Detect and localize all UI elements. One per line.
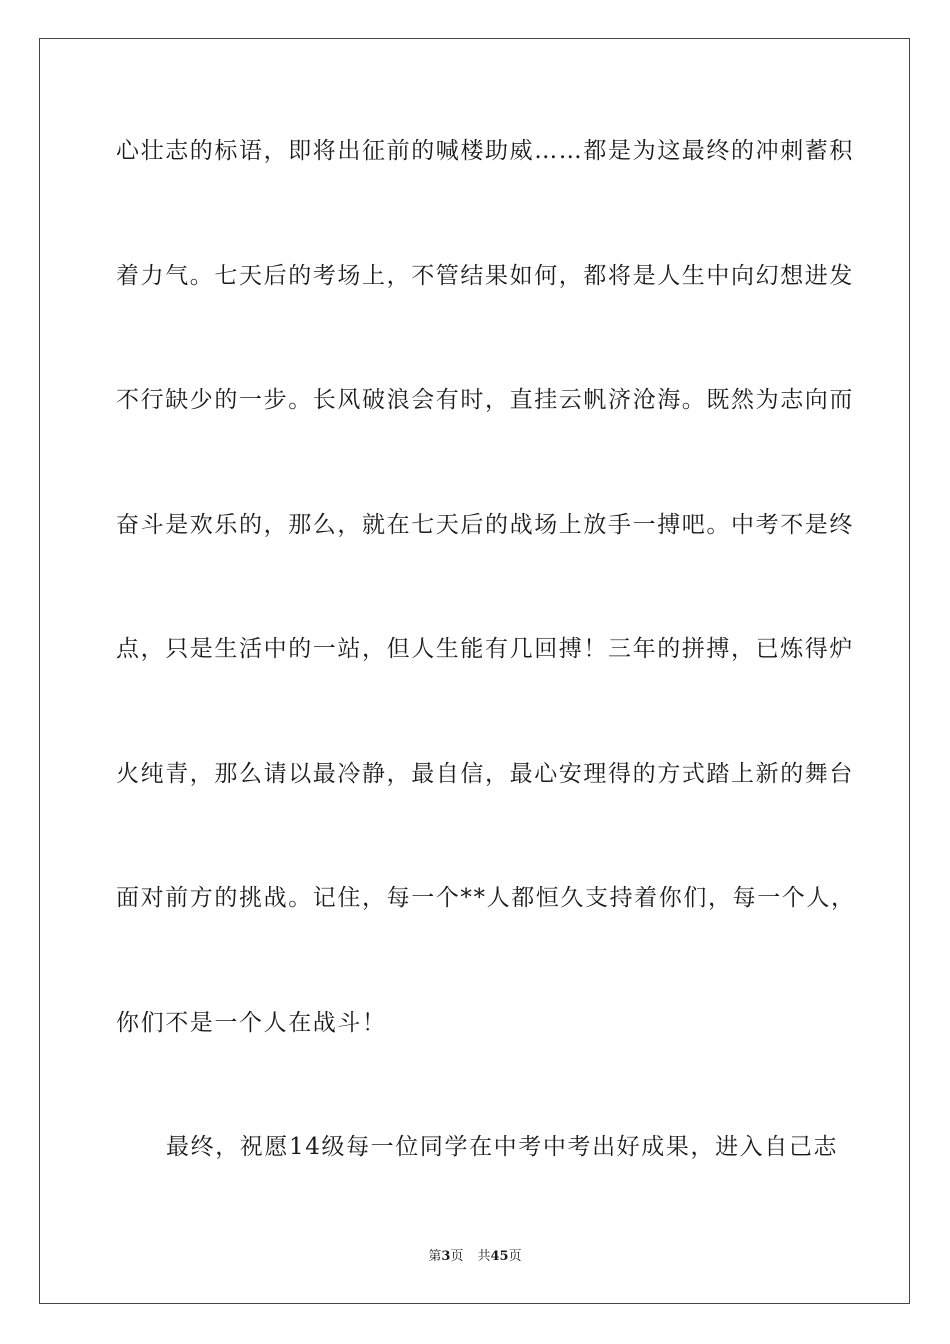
body-text-line-5: 点，只是生活中的一站，但人生能有几回搏！三年的拼搏，已炼得炉 [116, 636, 854, 662]
body-text-line-7: 面对前方的挑战。记住，每一个**人都恒久支持着你们，每一个人， [116, 885, 856, 911]
footer-total-pages: 45 [490, 1249, 509, 1264]
body-text-line-9: 最终，祝愿14级每一位同学在中考中考出好成果，进入自己志 [166, 1134, 839, 1160]
footer-total-suffix: 页 [508, 1249, 522, 1264]
page-border [39, 38, 910, 1304]
footer-page-suffix: 页 [450, 1249, 464, 1264]
body-text-line-2: 着力气。七天后的考场上，不管结果如何，都将是人生中向幻想进发 [116, 263, 854, 289]
body-text-line-8: 你们不是一个人在战斗！ [116, 1010, 387, 1036]
body-text-line-6: 火纯青，那么请以最冷静，最自信，最心安理得的方式踏上新的舞台 [116, 761, 854, 787]
page-footer [0, 1248, 950, 1266]
body-text-line-4: 奋斗是欢乐的，那么，就在七天后的战场上放手一搏吧。中考不是终 [116, 512, 854, 538]
footer-total-prefix: 共 [477, 1249, 491, 1264]
footer-page-number: 3 [441, 1249, 451, 1264]
footer-page-prefix: 第 [428, 1249, 442, 1264]
body-text-line-3: 不行缺少的一步。长风破浪会有时，直挂云帆济沧海。既然为志向而 [116, 387, 854, 413]
body-text-line-1: 心壮志的标语，即将出征前的喊楼助威……都是为这最终的冲刺蓄积 [116, 138, 854, 164]
